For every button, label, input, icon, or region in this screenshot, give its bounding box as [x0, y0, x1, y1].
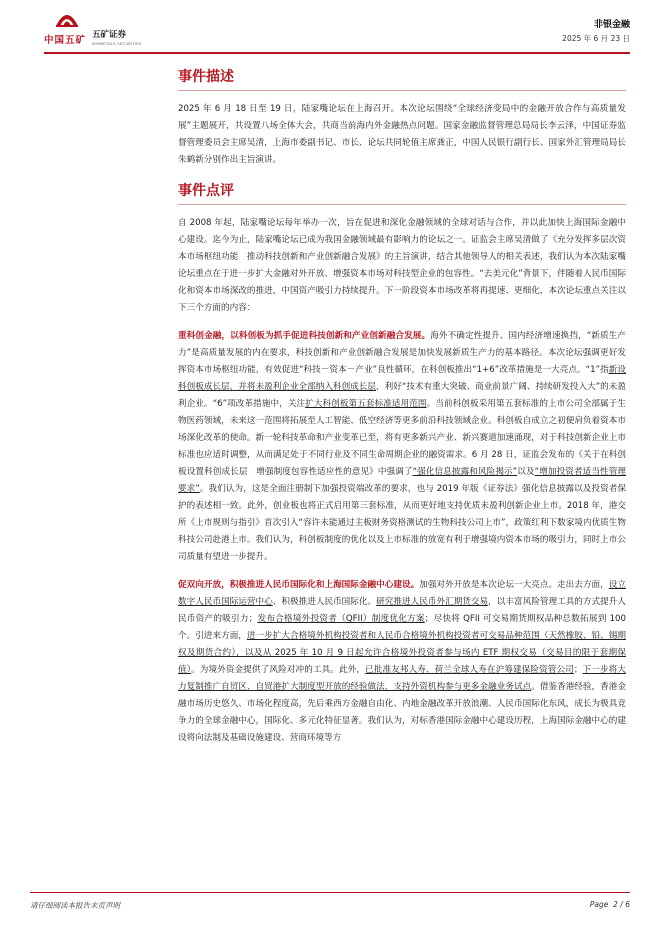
paragraph	[178, 577, 626, 747]
paragraph-text: 以及	[517, 467, 535, 477]
footer-divider	[30, 892, 630, 893]
paragraph-lead: 重科创金融，以科创板为抓手促进科技创新和产业创新融合发展。	[178, 331, 431, 341]
securities-logo-name: 五矿证券	[92, 30, 127, 40]
section-title: 事件点评	[178, 183, 234, 199]
underlined-text: 扩大科创板第五套标准适用范围	[305, 399, 427, 409]
underlined-text: 新设科创板成长层，并将未盈利企业全部纳入科创成长层	[178, 365, 626, 392]
paragraph-text: 2025 年 6 月 18 日至 19 日，陆家嘴论坛在上海召开。本次论坛围绕“全球经济变局中的金融开放合作与高质量发展”主题展开，共设置八场全体大会，共商当前海内外金融热点问题。国家金融监督管理总局局长李云泽，中国证券监督管理委员会主席吴清，上海市委副书记、市长、论坛共同轮值主席龚正，中国人民银行副行长、国家外汇管理局局长朱鹤新分别作出主旨演讲。	[178, 104, 626, 165]
paragraph-text: 。我们认为，这是全面注册制下加强投资端改革的要求，也与 2019 年版《证券法》强化信息披露以及投资者保护的表述相一致。此外，创业板也将正式启用第三套标准，从而更好地支持优质未盈利创新企业上市。2018 年，港交所《上市规则与指引》首次引入“容许未能通过主板财务资格测试的生物科技公司上市”，政策红利下数家境内优质生物科技公司赴港上市。我们认为，科创板制度的优化以及上市标准的放宽有利于增强境内资本市场的吸引力，同时上市公司质量有望进一步提升。	[178, 484, 627, 562]
paragraph	[178, 101, 626, 169]
paragraph	[178, 328, 626, 566]
section-divider	[178, 204, 626, 205]
underlined-text: 发布合格境外投资者（QFII）制度优化方案	[257, 614, 425, 624]
paragraph-text: 。借鉴香港经验，香港金融市场历史悠久、市场化程度高，先后乘西方金融自由化、内地金融改革开放浪潮、人民币国际化东风，成长为极具竞争力的全球金融中心，国际化、多元化特征显著。我们认为，对标香港国际金融中心建设历程，上海国际金融中心的建设将向法制及基础设施建设、营商环境等方	[178, 682, 626, 743]
paragraph-text: ，以丰富风险管理工具的方式提升人民币资产的吸引力；	[178, 597, 626, 624]
paragraph-text: 。当前科创板采用第五套标准的上市公司全部属于生物医药领域，未来这一范围将拓展至人工智能、低空经济等更多前沿科技领域企业。科创板自成立之初便肩负着资本市场深化改革的使命。新一轮科技革命和产业变革已至，将有更多新兴产业、新兴赛道加速涌现，对于科技创新企业上市标准也应适时调整，从而满足处于不同行业及不同生命周期企业的融资需求。6 月 28 日，证监会发布的《关于在科创板设置科创成长层 增强制度包容性适应性的意见》中强调了	[178, 399, 626, 477]
page-header	[0, 0, 662, 56]
paragraph-text: ；	[573, 665, 583, 675]
paragraph-text: ；尽快将 QFII 可交易期货期权品种总数拓展到 100 个。引进来方面，	[178, 614, 626, 641]
section-title: 事件描述	[178, 69, 234, 85]
underlined-text: “增加投资者适当性管理要求”	[178, 467, 626, 494]
minmetals-logo-icon	[54, 8, 80, 28]
report-date: 2025 年 6 月 23 日	[562, 34, 630, 43]
page-footer	[30, 892, 630, 922]
underlined-text: 研究推进人民币外汇期货交易	[376, 597, 489, 607]
page-value: 2 / 6	[613, 900, 630, 909]
underlined-text: 进一步扩大合格境外机构投资者和人民币合格境外机构投资者可交易品种范围（天然橡胶、铅、锡期权及期货合约）	[178, 631, 626, 658]
paragraph-text: 、积极推进人民币国际化。	[272, 597, 377, 607]
paragraph-text: 加强对外开放是本次论坛一大亮点。走出去方面，	[419, 580, 609, 590]
underlined-text: ，以及从 2025 年 10 月 9 日起允许合格境外投资者参与场内 ETF 期权交易（交易目的限于套期保值）	[178, 648, 626, 675]
company-logo	[44, 8, 94, 52]
underlined-text: 下一步将大力复制推广自贸区、自贸港扩大制度型开放的经验做法，支持外资机构参与更多金融业务试点	[178, 665, 626, 692]
logo-text: 中国五矿	[44, 35, 87, 46]
section-divider	[178, 90, 626, 91]
securities-logo-en: MINMETALS SECURITIES	[92, 41, 142, 46]
paragraph-text: 自 2008 年起，陆家嘴论坛每年举办一次，旨在促进和深化金融领域的全球对话与合作，并以此加快上海国际金融中心建设。迄今为止，陆家嘴论坛已成为我国金融领域最有影响力的论坛之一。证监会主席吴清做了《充分发挥多层次资本市场枢纽功能 推动科技创新和产业创新融合发展》的主旨演讲，结合其他领导人的相关表述，我们认为本次陆家嘴论坛重点在于进一步扩大金融对外开放、增强资本市场对科技型企业的包容性。“去美元化”背景下，伴随着人民币国际化和资本市场深改的推进，中国资产吸引力持续提升。下一阶段资本市场改革将再提速、更细化，本次论坛重点关注以下三个方面的内容：	[178, 218, 626, 313]
page-label: Page	[589, 900, 609, 909]
report-body	[178, 62, 626, 758]
page-number	[590, 900, 630, 909]
underlined-text: 已批准友邦人寿、荷兰全球人寿在沪筹建保险资管公司	[365, 665, 574, 675]
report-type: 非银金融	[593, 20, 630, 30]
underlined-text: 设立数字人民币国际运营中心	[178, 580, 626, 607]
paragraph-lead: 促双向开放，积极推进人民币国际化和上海国际金融中心建设。	[178, 580, 420, 590]
securities-logo	[92, 28, 162, 46]
paragraph-text: ，利好“技术有重大突破、商业前景广阔、持续研发投入大”的未盈利企业。“6”项改革措施中，关注	[178, 382, 626, 409]
header-divider	[44, 52, 630, 54]
underlined-text: “强化信息披露和风险揭示”	[412, 467, 518, 477]
paragraph-text: 海外不确定性提升、国内经济增速换挡，“新质生产力”是高质量发展的内在要求，科技创新和产业创新融合发展是加快发展新质生产力的基本路径。本次论坛强调更好发挥资本市场枢纽功能，有效促进“科技－资本－产业”良性循环，在科创板推出“1+6”改革措施是一大亮点。“1”指	[178, 331, 626, 375]
paragraph-text: 。为境外资金提供了风险对冲的工具。此外，	[191, 665, 366, 675]
paragraph	[178, 215, 626, 317]
disclaimer-note: 请仔细阅读本报告末页声明	[30, 901, 120, 910]
